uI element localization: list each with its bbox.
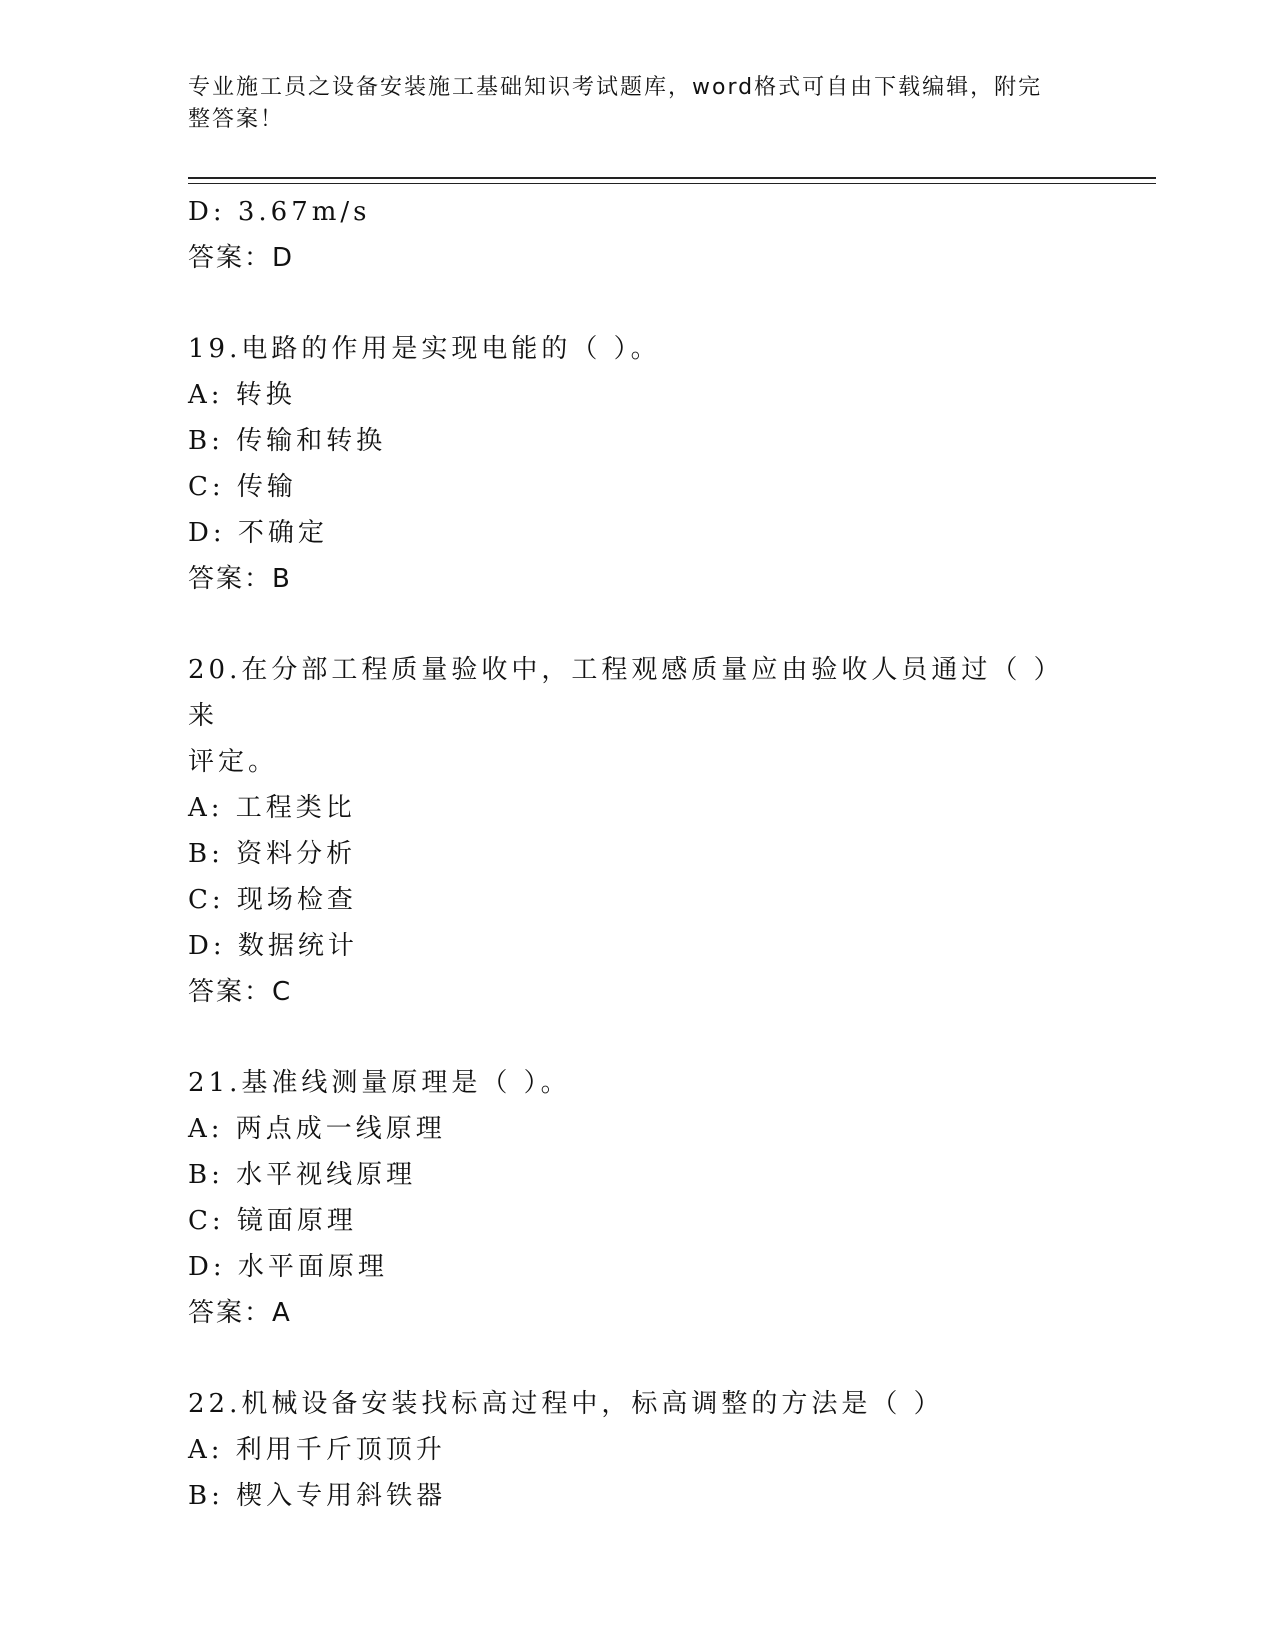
spacer xyxy=(188,281,1088,326)
option-d: D: 水平面原理 xyxy=(188,1252,388,1282)
option-a: A: 两点成一线原理 xyxy=(188,1114,446,1144)
spacer xyxy=(188,602,1088,647)
option-c: C: 现场检查 xyxy=(188,885,357,915)
document-header xyxy=(188,72,1068,136)
option-d: D: 不确定 xyxy=(188,518,328,548)
answer-label: 答案：C xyxy=(188,977,293,1007)
option-b: B: 楔入专用斜铁器 xyxy=(188,1481,447,1511)
header-rule-thin xyxy=(188,183,1156,184)
question-20-line-2: 评定。 xyxy=(188,747,279,777)
answer-label: 答案：D xyxy=(188,243,295,273)
option-a: A: 利用千斤顶顶升 xyxy=(188,1435,446,1465)
option-c: C: 传输 xyxy=(188,472,297,502)
spacer xyxy=(188,1336,1088,1381)
answer-label: 答案：B xyxy=(188,564,292,594)
question-21: 21.基准线测量原理是（ ）。 xyxy=(188,1068,571,1098)
option-b: B: 资料分析 xyxy=(188,839,357,869)
header-rule-thick xyxy=(188,177,1156,179)
option-a: A: 工程类比 xyxy=(188,793,356,823)
question-19: 19.电路的作用是实现电能的（ ）。 xyxy=(188,334,661,364)
option-b: B: 传输和转换 xyxy=(188,426,387,456)
header-line-2: 整答案！ xyxy=(188,107,285,132)
header-line-1: 专业施工员之设备安装施工基础知识考试题库，word格式可自由下载编辑，附完 xyxy=(188,75,1043,100)
question-22: 22.机械设备安装找标高过程中，标高调整的方法是（ ） xyxy=(188,1389,944,1419)
option-c: C: 镜面原理 xyxy=(188,1206,357,1236)
option-d: D: 3.67m/s xyxy=(188,197,371,227)
answer-label: 答案：A xyxy=(188,1298,292,1328)
option-b: B: 水平视线原理 xyxy=(188,1160,417,1190)
spacer xyxy=(188,1015,1088,1060)
option-d: D: 数据统计 xyxy=(188,931,358,961)
question-20-line-1: 20.在分部工程质量验收中，工程观感质量应由验收人员通过（ ）来 xyxy=(188,655,1064,731)
option-a: A: 转换 xyxy=(188,380,296,410)
question-list xyxy=(188,189,1088,1519)
